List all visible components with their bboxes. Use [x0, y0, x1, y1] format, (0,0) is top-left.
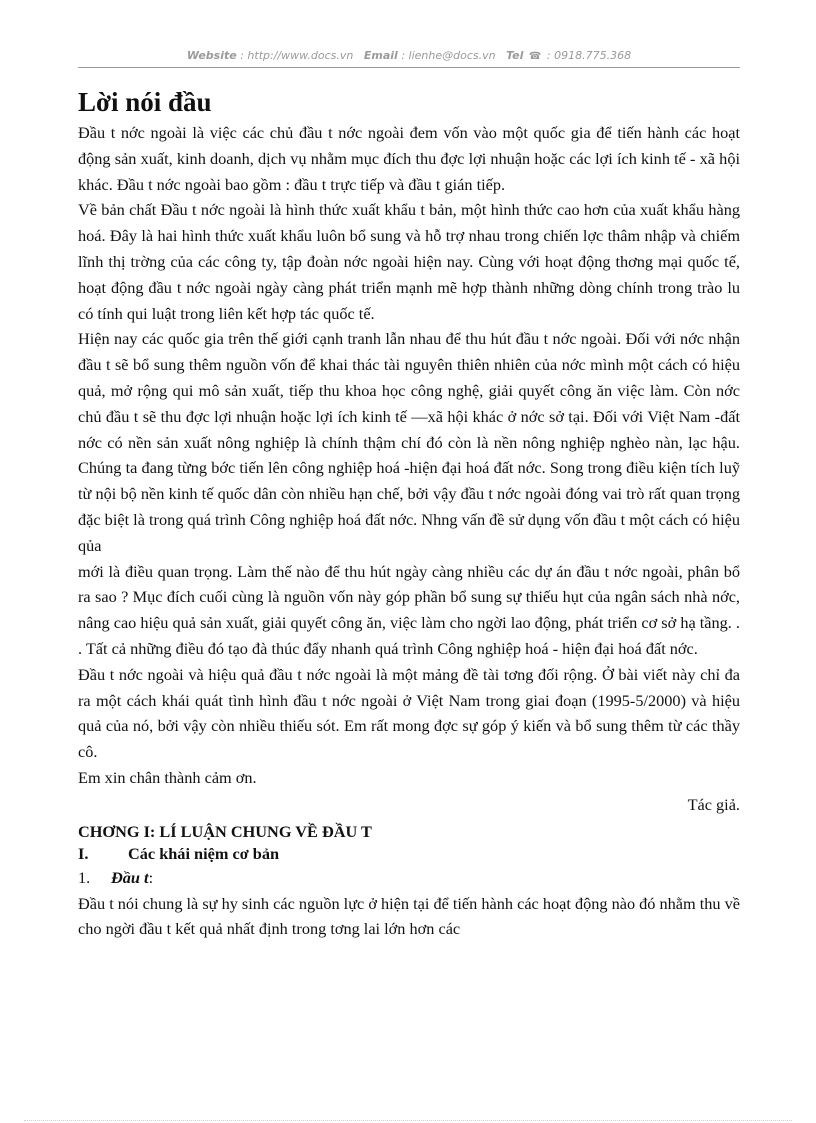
paragraph-1: Đầu t nớc ngoài là việc các chủ đầu t nớc ngoài đem vốn vào một quốc gia để tiến hành các hoạt động sản xuất, kinh doanh, dịch vụ nhằm mục đích thu đợc lợi nhuận hoặc các lợi ích kinh tế - xã hội khác. Đầu t nớc ngoài bao gồm : đầu t trực tiếp và đầu t gián tiếp.: [78, 123, 740, 194]
footer-divider: [24, 1120, 792, 1121]
paragraph-6: Em xin chân thành cảm ơn.: [78, 767, 257, 787]
subsection-heading: [78, 865, 740, 891]
page-title: Lời nói đầu: [78, 87, 212, 117]
subsection-number: 1.: [78, 867, 91, 887]
paragraph-3: Hiện nay các quốc gia trên thế giới cạnh tranh lẫn nhau để thu hút đầu t nớc ngoài. Đối với nớc nhận đầu t sẽ bổ sung thêm nguồn vốn để khai thác tài nguyên thiên nhiên của nớc mình một cách có hiệu quả, mở rộng qui mô sản xuất, tiếp thu khoa học công nghệ, giải quyết công ăn việc làm. Còn nớc chủ đầu t sẽ thu đợc lợi nhuận hoặc lợi ích kinh tế —xã hội khác ở nớc sở tại. Đối với Việt Nam -đất nớc có nền sản xuất nông nghiệp là chính thậm chí đó còn là nền nông nghiệp nghèo nàn, lạc hậu. Chúng ta đang từng bớc tiến lên công nghiệp hoá -hiện đại hoá đất nớc. Song trong điều kiện tích luỹ từ nội bộ nền kinh tế quốc dân còn nhiều hạn chế, bởi vậy đầu t nớc ngoài đóng vai trò rất quan trọng đặc biệt là trong quá trình Công nghiệp hoá đất nớc. Nhng vấn đề sử dụng vốn đầu t một cách có hiệu qủa: [78, 329, 740, 555]
subsection-suffix: :: [148, 867, 154, 887]
final-paragraph: Đầu t nói chung là sự hy sinh các nguồn lực ở hiện tại để tiến hành các hoạt động nào đó nhằm thu về cho ngời đầu t kết quả nhất định trong tơng lai lớn hơn các: [78, 893, 740, 939]
document-body: [78, 84, 740, 942]
chapter-heading: CHƠNG I: LÍ LUẬN CHUNG VỀ ĐẦU T: [78, 821, 372, 841]
website-value: : http://www.docs.vn: [240, 49, 354, 62]
email-value: : lienhe@docs.vn: [401, 49, 496, 62]
subsection-title: Đầu t: [111, 867, 149, 887]
website-label: Website: [186, 49, 237, 62]
section-heading: [78, 843, 740, 865]
paragraph-4: mới là điều quan trọng. Làm thế nào để thu hút ngày càng nhiều các dự án đầu t nớc ngoài, phân bổ ra sao ? Mục đích cuối cùng là nguồn vốn này góp phần bổ sung sự thiếu hụt của ngân sách nhà nớc, nâng cao hiệu quả sản xuất, giải quyết công ăn, việc làm cho ngời lao động, phát triển cơ sở hạ tầng. . . Tất cả những điều đó tạo đà thúc đẩy nhanh quá trình Công nghiệp hoá - hiện đại hoá đất nớc.: [78, 561, 740, 658]
page-header: [78, 47, 740, 68]
email-label: Email: [363, 49, 398, 62]
section-number: I.: [78, 843, 89, 863]
signature: Tác giả.: [687, 794, 740, 814]
paragraph-2: Về bản chất Đầu t nớc ngoài là hình thức xuất khẩu t bản, một hình thức cao hơn của xuất khẩu hàng hoá. Đây là hai hình thức xuất khẩu luôn bổ sung và hỗ trợ nhau trong chiến lợc thâm nhập và chiếm lĩnh thị trờng của các công ty, tập đoàn nớc ngoài hiện nay. Cùng với hoạt động thơng mại quốc tế, hoạt động đầu t nớc ngoài ngày càng phát triển mạnh mẽ hợp thành những dòng chính trong trào lu có tính qui luật trong liên kết hợp tác quốc tế.: [78, 200, 740, 323]
paragraph-5: Đầu t nớc ngoài và hiệu quả đầu t nớc ngoài là một mảng đề tài tơng đối rộng. Ở bài viết này chỉ đa ra một cách khái quát tình hình đầu t nớc ngoài ở Việt Nam trong giai đoạn (1995-5/2000) và hiệu quả của nó, bởi vậy còn nhiều thiếu sót. Em rất mong đợc sự góp ý kiến và bổ sung thêm từ các thầy cô.: [78, 664, 740, 762]
tel-label: Tel: [506, 49, 524, 62]
section-title: Các khái niệm cơ bản: [128, 843, 280, 863]
tel-value: : 0918.775.368: [546, 49, 632, 62]
phone-icon: ☎: [528, 51, 542, 62]
